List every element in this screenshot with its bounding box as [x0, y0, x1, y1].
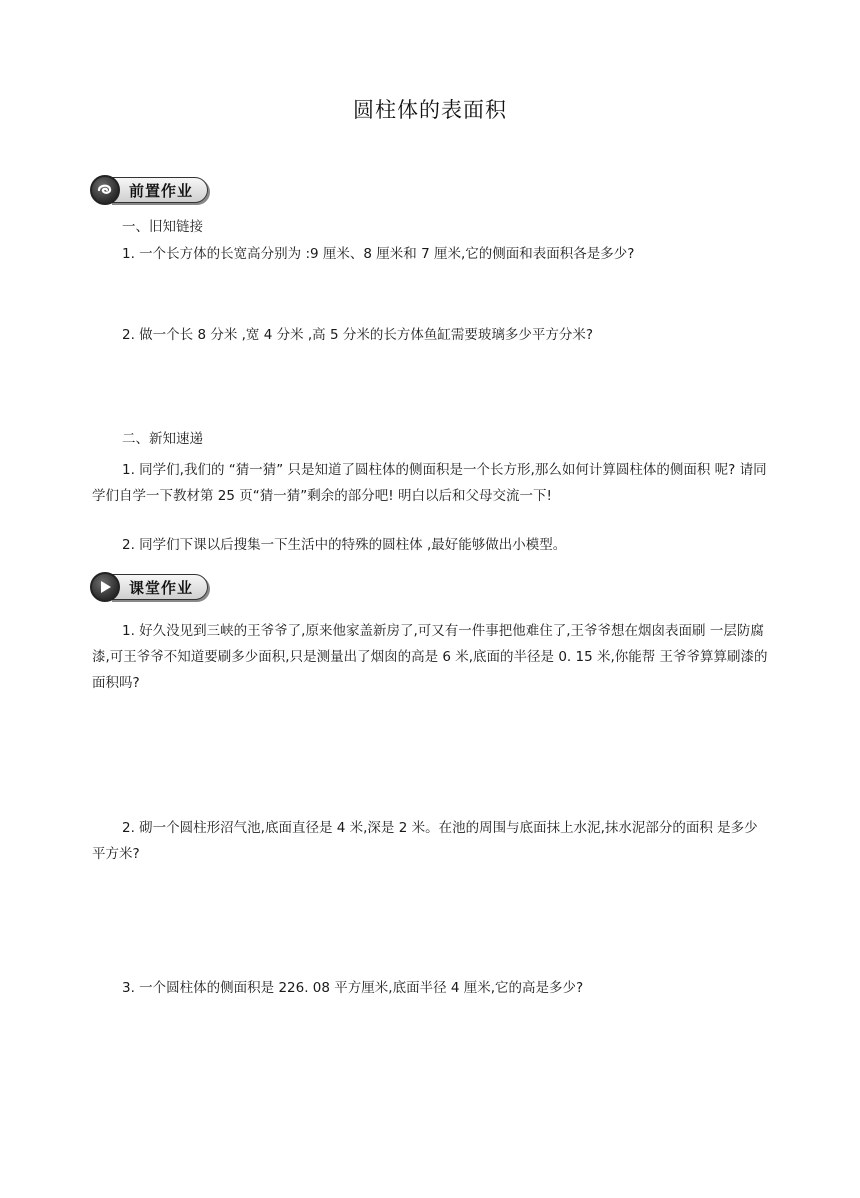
play-icon: [90, 572, 120, 602]
swirl-icon: [90, 175, 120, 205]
pre-homework-label: 前置作业: [110, 177, 208, 203]
class-question-1: 1. 好久没见到三峡的王爷爷了,原来他家盖新房了,可又有一件事把他难住了,王爷爷想在烟囱表面刷 一层防腐漆,可王爷爷不知道要刷多少面积,只是测量出了烟囱的高是 6 米,底面的半径是 0. 15 米,你能帮 王爷爷算算刷漆的面积吗?: [92, 623, 768, 691]
new-knowledge-item-2: 2. 同学们下课以后搜集一下生活中的特殊的圆柱体 ,最好能够做出小模型。: [122, 537, 567, 553]
new-knowledge-item-1: 1. 同学们,我们的 “猜一猜” 只是知道了圆柱体的侧面积是一个长方形,那么如何计算圆柱体的侧面积 呢? 请同学们自学一下教材第 25 页“猜一猜”剩余的部分吧! 明白以后和父母交流一下!: [92, 462, 767, 504]
review-question-2: 2. 做一个长 8 分米 ,宽 4 分米 ,高 5 分米的长方体鱼缸需要玻璃多少平方分米?: [122, 327, 594, 343]
class-homework-badge: [90, 571, 208, 603]
review-question-1: 1. 一个长方体的长宽高分别为 :9 厘米、8 厘米和 7 厘米,它的侧面和表面积各是多少?: [122, 246, 635, 262]
section-heading-review: 一、旧知链接: [122, 219, 203, 235]
section-heading-new: 二、新知速递: [122, 431, 203, 447]
class-question-3: 3. 一个圆柱体的侧面积是 226. 08 平方厘米,底面半径 4 厘米,它的高是多少?: [122, 980, 584, 996]
pre-homework-badge: [90, 174, 208, 206]
class-question-2: 2. 砌一个圆柱形沼气池,底面直径是 4 米,深是 2 米。在池的周围与底面抹上水泥,抹水泥部分的面积 是多少平方米?: [92, 820, 758, 862]
class-homework-label: 课堂作业: [110, 574, 208, 600]
page-title: 圆柱体的表面积: [353, 98, 507, 122]
